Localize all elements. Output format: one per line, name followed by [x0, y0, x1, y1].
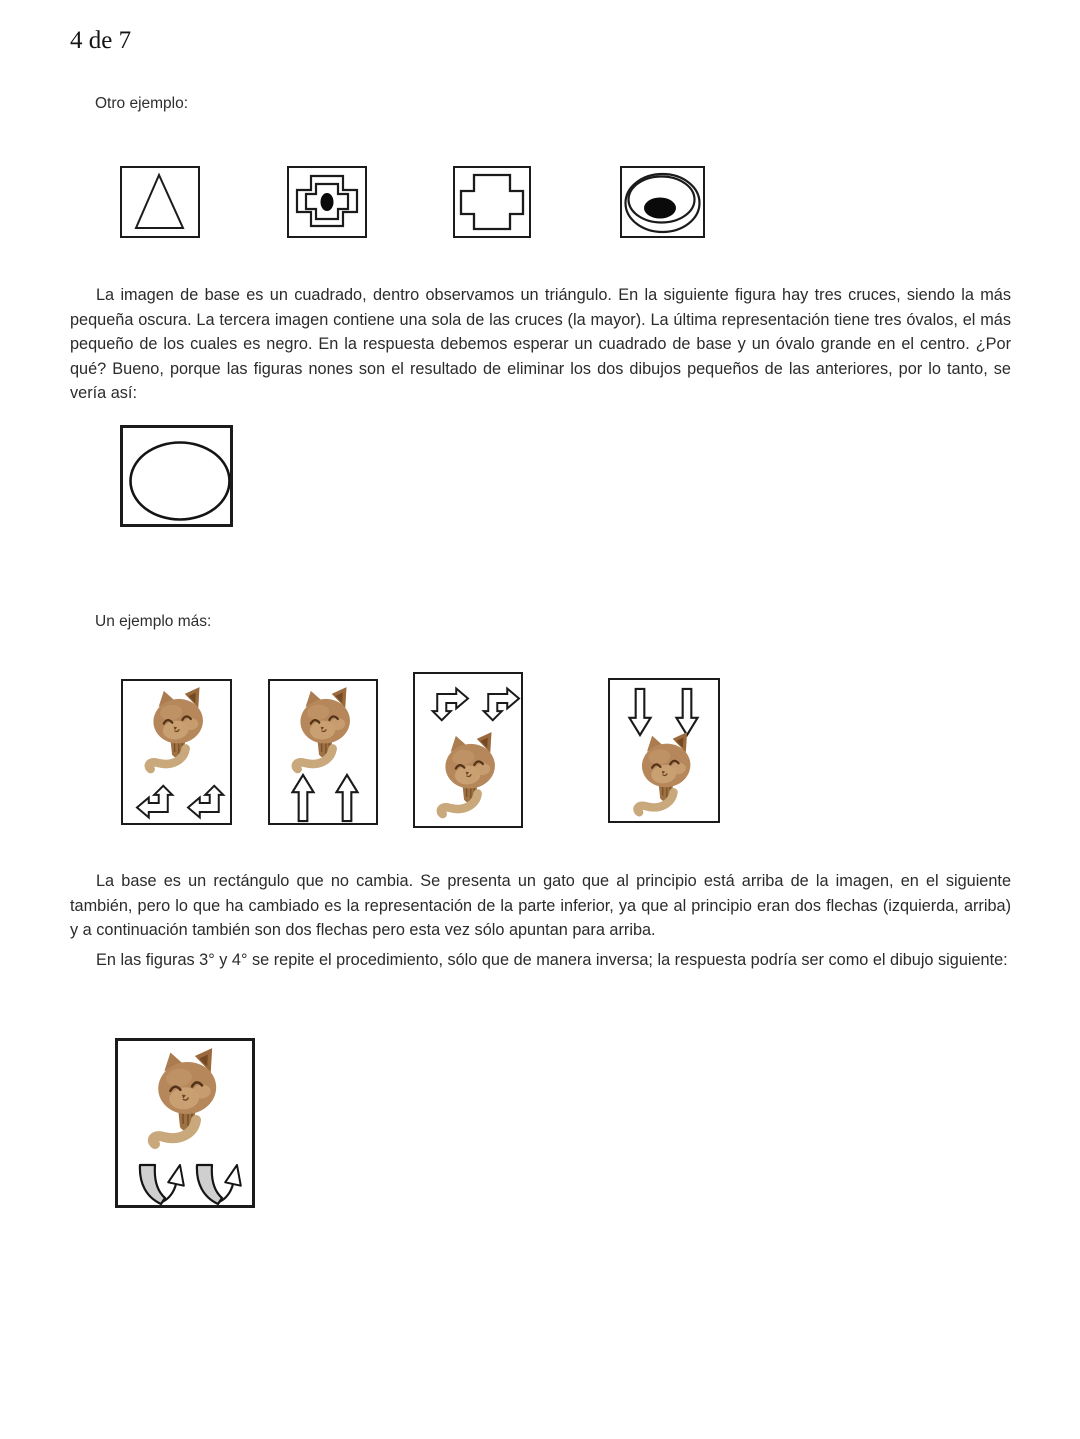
- cat-icon: [135, 687, 221, 781]
- arrow-curve-up-icon: [131, 1159, 187, 1205]
- nested-crosses-icon: [289, 168, 365, 236]
- arrow-up-icon: [334, 773, 360, 823]
- oval-icon: [123, 428, 230, 524]
- arrow-right-down-icon: [478, 684, 522, 722]
- cat-icon: [623, 732, 709, 824]
- figure-box-arrows-down-cat: [608, 678, 720, 823]
- cat-icon: [427, 732, 513, 826]
- figure-box-arrows-right-down-cat: [413, 672, 523, 828]
- figure-box-cat-arrows-left-up: [121, 679, 232, 825]
- cat-icon: [136, 1048, 238, 1158]
- example2-paragraph: La imagen de base es un cuadrado, dentro observamos un triángulo. En la siguiente figura hay tres cruces, siendo la más pequeña oscura. La tercera imagen contiene una sola de las cruces (la mayor). La última representación tiene tres óvalos, el más pequeño de los cuales es negro. En la respuesta debemos esperar un cuadrado de base y un óvalo grande en el centro. ¿Por qué? Bueno, porque las figuras nones son el resultado de eliminar los dos dibujos pequeños de las anteriores, por lo tanto, se vería así:: [70, 286, 1011, 403]
- answer-box-cat-curved-arrows: [115, 1038, 255, 1208]
- figure-box-one-cross: [453, 166, 531, 238]
- arrow-down-icon: [674, 687, 700, 737]
- example3-paragraph-1: La base es un rectángulo que no cambia. Se presenta un gato que al principio está arriba de la imagen, en el siguiente también, pero lo que ha cambiado es la representación de la parte inferior, ya que al principio eran dos flechas (izquierda, arriba) y a continuación también son dos flechas pero esta vez sólo apuntan para arriba.: [70, 872, 1011, 940]
- figure-box-triangle: [120, 166, 200, 238]
- example3-paragraphs: [70, 869, 1011, 972]
- figure-box-three-crosses: [287, 166, 367, 238]
- arrow-left-up-icon: [134, 784, 178, 822]
- arrow-up-icon: [290, 773, 316, 823]
- example3-paragraph-2: En las figuras 3° y 4° se repite el procedimiento, sólo que de manera inversa; la respuesta podría ser como el dibujo siguiente:: [96, 950, 1008, 969]
- page-number: 4 de 7: [70, 27, 132, 54]
- answer-box-oval: [120, 425, 233, 527]
- cross-icon: [455, 168, 529, 236]
- triangle-icon: [122, 168, 198, 236]
- example2-label: Otro ejemplo:: [95, 95, 189, 112]
- example3-label: Un ejemplo más:: [95, 613, 212, 630]
- arrow-down-icon: [627, 687, 653, 737]
- arrow-left-up-icon: [185, 784, 229, 822]
- figure-box-cat-arrows-up: [268, 679, 378, 825]
- cat-icon: [282, 687, 368, 781]
- arrow-right-down-icon: [427, 684, 471, 722]
- figure-box-three-ovals: [620, 166, 705, 238]
- nested-ovals-icon: [622, 168, 703, 236]
- arrow-curve-up-icon: [188, 1159, 244, 1205]
